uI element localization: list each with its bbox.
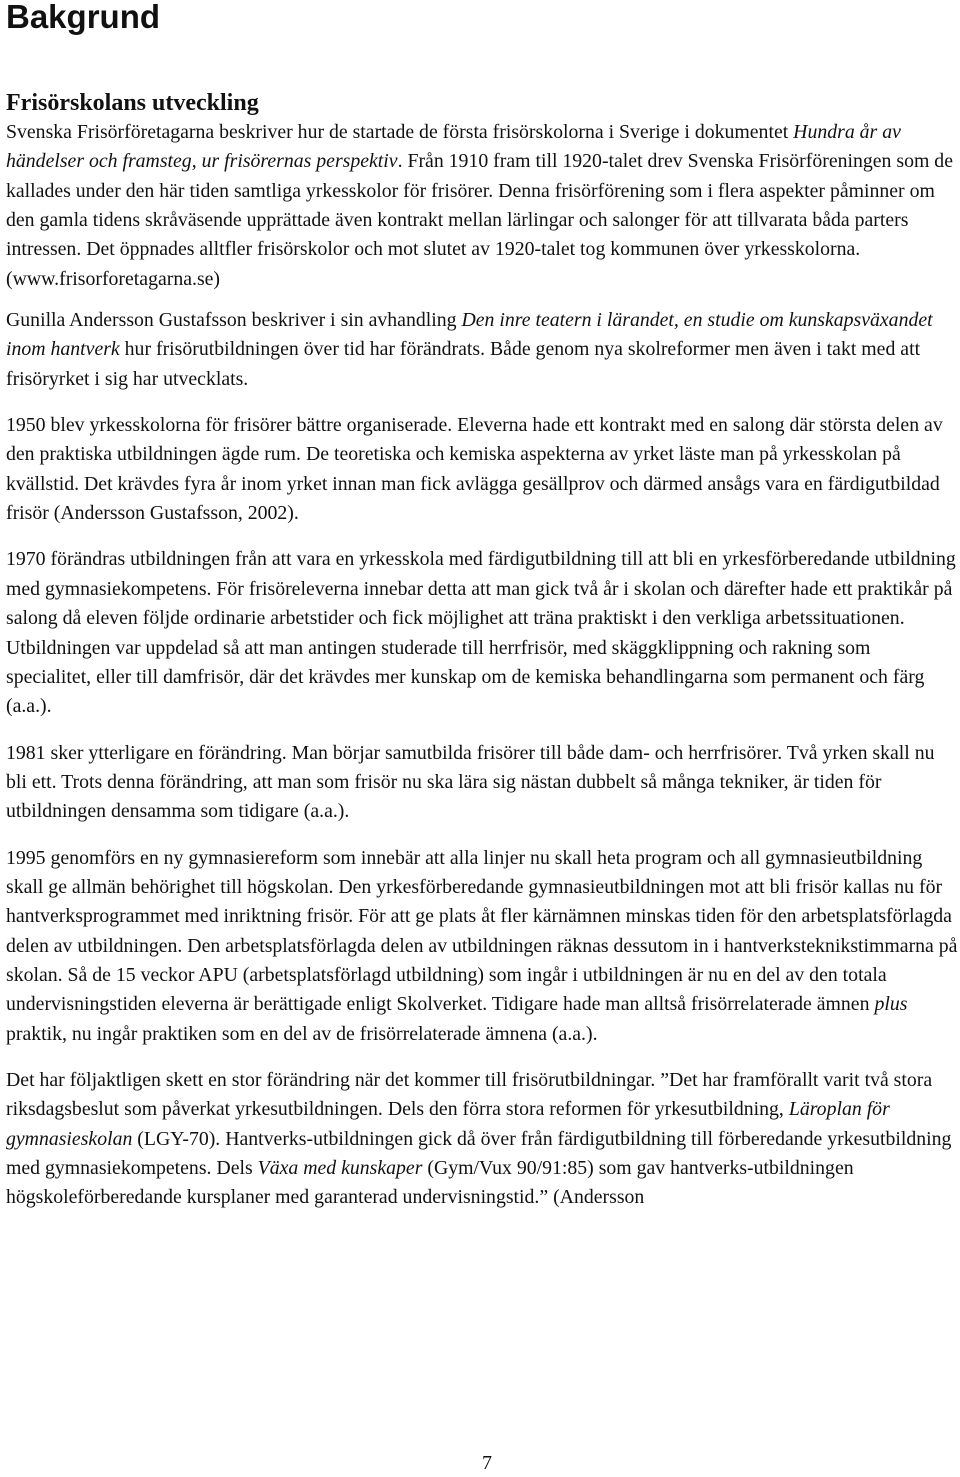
paragraph-6: [6, 844, 960, 1049]
section-heading: Frisörskolans utveckling: [6, 90, 259, 116]
paragraph-6-text-b: praktik, nu ingår praktiken som en del av de frisörrelaterade ämnena (a.a.).: [6, 1022, 598, 1045]
paragraph-3: 1950 blev yrkesskolorna för frisörer bättre organiserade. Eleverna hade ett kontrakt med en salong där största delen av den praktiska utbildningen ägde rum. De teoretiska och kemiska aspekterna av yrket läste man på yrkesskolan på kvällstid. Det krävdes fyra år inom yrket innan man fick avlägga gesällprov och därmed ansågs vara en färdigutbildad frisör (Andersson Gustafsson, 2002).: [6, 414, 943, 525]
paragraph-7-text-a: Det har följaktligen skett en stor förändring när det kommer till frisörutbildningar. ”Det har framförallt varit två stora riksdagsbeslut som påverkat yrkesutbildningen. Dels den förra stora reformen för yrkesutbildning,: [6, 1068, 933, 1121]
emphasis-plus: plus: [874, 993, 908, 1016]
paragraph-7-text-c: (Gym/Vux 90/91:85) som gav hantverks-utbildningen högskoleförberedande kursplaner med garanterad undervisningstid.” (Andersson: [6, 1157, 854, 1209]
paragraph-7: [6, 1066, 960, 1213]
paragraph-1-text-a: Svenska Frisörföretagarna beskriver hur de startade de första frisörskolorna i Sverige i dokumentet: [6, 121, 794, 143]
page-number: 7: [482, 1452, 492, 1474]
document-title-hundra-ar: Hundra år av händelser och framsteg, ur frisörernas perspektiv: [6, 121, 901, 173]
paragraph-1-text-b: . Från 1910 fram till 1920-talet drev Svenska Frisörföreningen som de kallades under den här tiden samtliga yrkesskolor för frisörer. Denna frisörförening som i flera aspekter påminner om den gamla tidens skråväsende upprättade även kontrakt mellan lärlingar och salonger för att tillvarata båda parters intressen. Det öppnades alltfler frisörskolor och mot slutet av 1920-talet tog kommunen över yrkesskolorna. (www.frisorforetagarna.se): [6, 150, 953, 290]
paragraph-6-text-a: 1995 genomförs en ny gymnasiereform som innebär att alla linjer nu skall heta program och all gymnasieutbildning skall ge allmän behörighet till högskolan. Den yrkesförberedande gymnasieutbildningen mot att bli frisör kallas nu för hantverksprogrammet med inriktning frisör. För att ge plats åt fler kärnämnen minskas tiden för den arbetsplatsförlagda delen av utbildningen. Den arbetsplatsförlagda delen av utbildningen räknas dessutom in i hantverksteknikstimmarna på skolan. Så de 15 veckor APU (arbetsplatsförlagd utbildning) som ingår i utbildningen är nu en del av den totala undervisningstiden eleverna är berättigade enligt Skolverket. Tidigare hade man alltså frisörrelaterade ämnen: [6, 846, 958, 1016]
document-body: [6, 118, 960, 1230]
curriculum-title-lgy70: Läroplan för gymnasieskolan: [6, 1098, 890, 1150]
paragraph-7-text-b: (LGY-70). Hantverks-utbildningen gick då över från färdigutbildning till förberedande yrkesutbildning med gymnasiekompetens. Dels: [6, 1127, 952, 1179]
reform-title-vaxa: Växa med kunskaper: [257, 1157, 423, 1179]
thesis-title: Den inre teatern i lärandet, en studie om kunskapsväxandet inom hantverk: [6, 309, 933, 361]
paragraph-2: [6, 306, 960, 394]
paragraph-1: [6, 118, 960, 294]
paragraph-4: 1970 förändras utbildningen från att vara en yrkesskola med färdigutbildning till att bli en yrkesförberedande utbildning med gymnasiekompetens. För frisöreleverna innebar detta att man gick två år i skolan och därefter hade ett praktikår på salong då eleven följde ordinarie arbetstider och fick möjlighet att träna praktiskt i den verkliga arbetssituationen. Utbildningen var uppdelad så att man antingen studerade till herrfrisör, med skäggklippning och rakning som specialitet, eller till damfrisör, där det krävdes mer kunskap om de kemiska behandlingarna som permanent och färg (a.a.).: [6, 548, 956, 718]
page-heading: Bakgrund: [6, 0, 161, 35]
paragraph-2-text-b: hur frisörutbildningen över tid har förändrats. Både genom nya skolreformer men även i takt med att frisöryrket i sig har utvecklats.: [6, 338, 921, 390]
paragraph-2-text-a: Gunilla Andersson Gustafsson beskriver i sin avhandling: [6, 309, 462, 332]
paragraph-5: 1981 sker ytterligare en förändring. Man börjar samutbilda frisörer till både dam- och herrfrisörer. Två yrken skall nu bli ett. Trots denna förändring, att man som frisör nu ska lära sig nästan dubbelt så många tekniker, är tiden för utbildningen densamma som tidigare (a.a.).: [6, 741, 935, 823]
